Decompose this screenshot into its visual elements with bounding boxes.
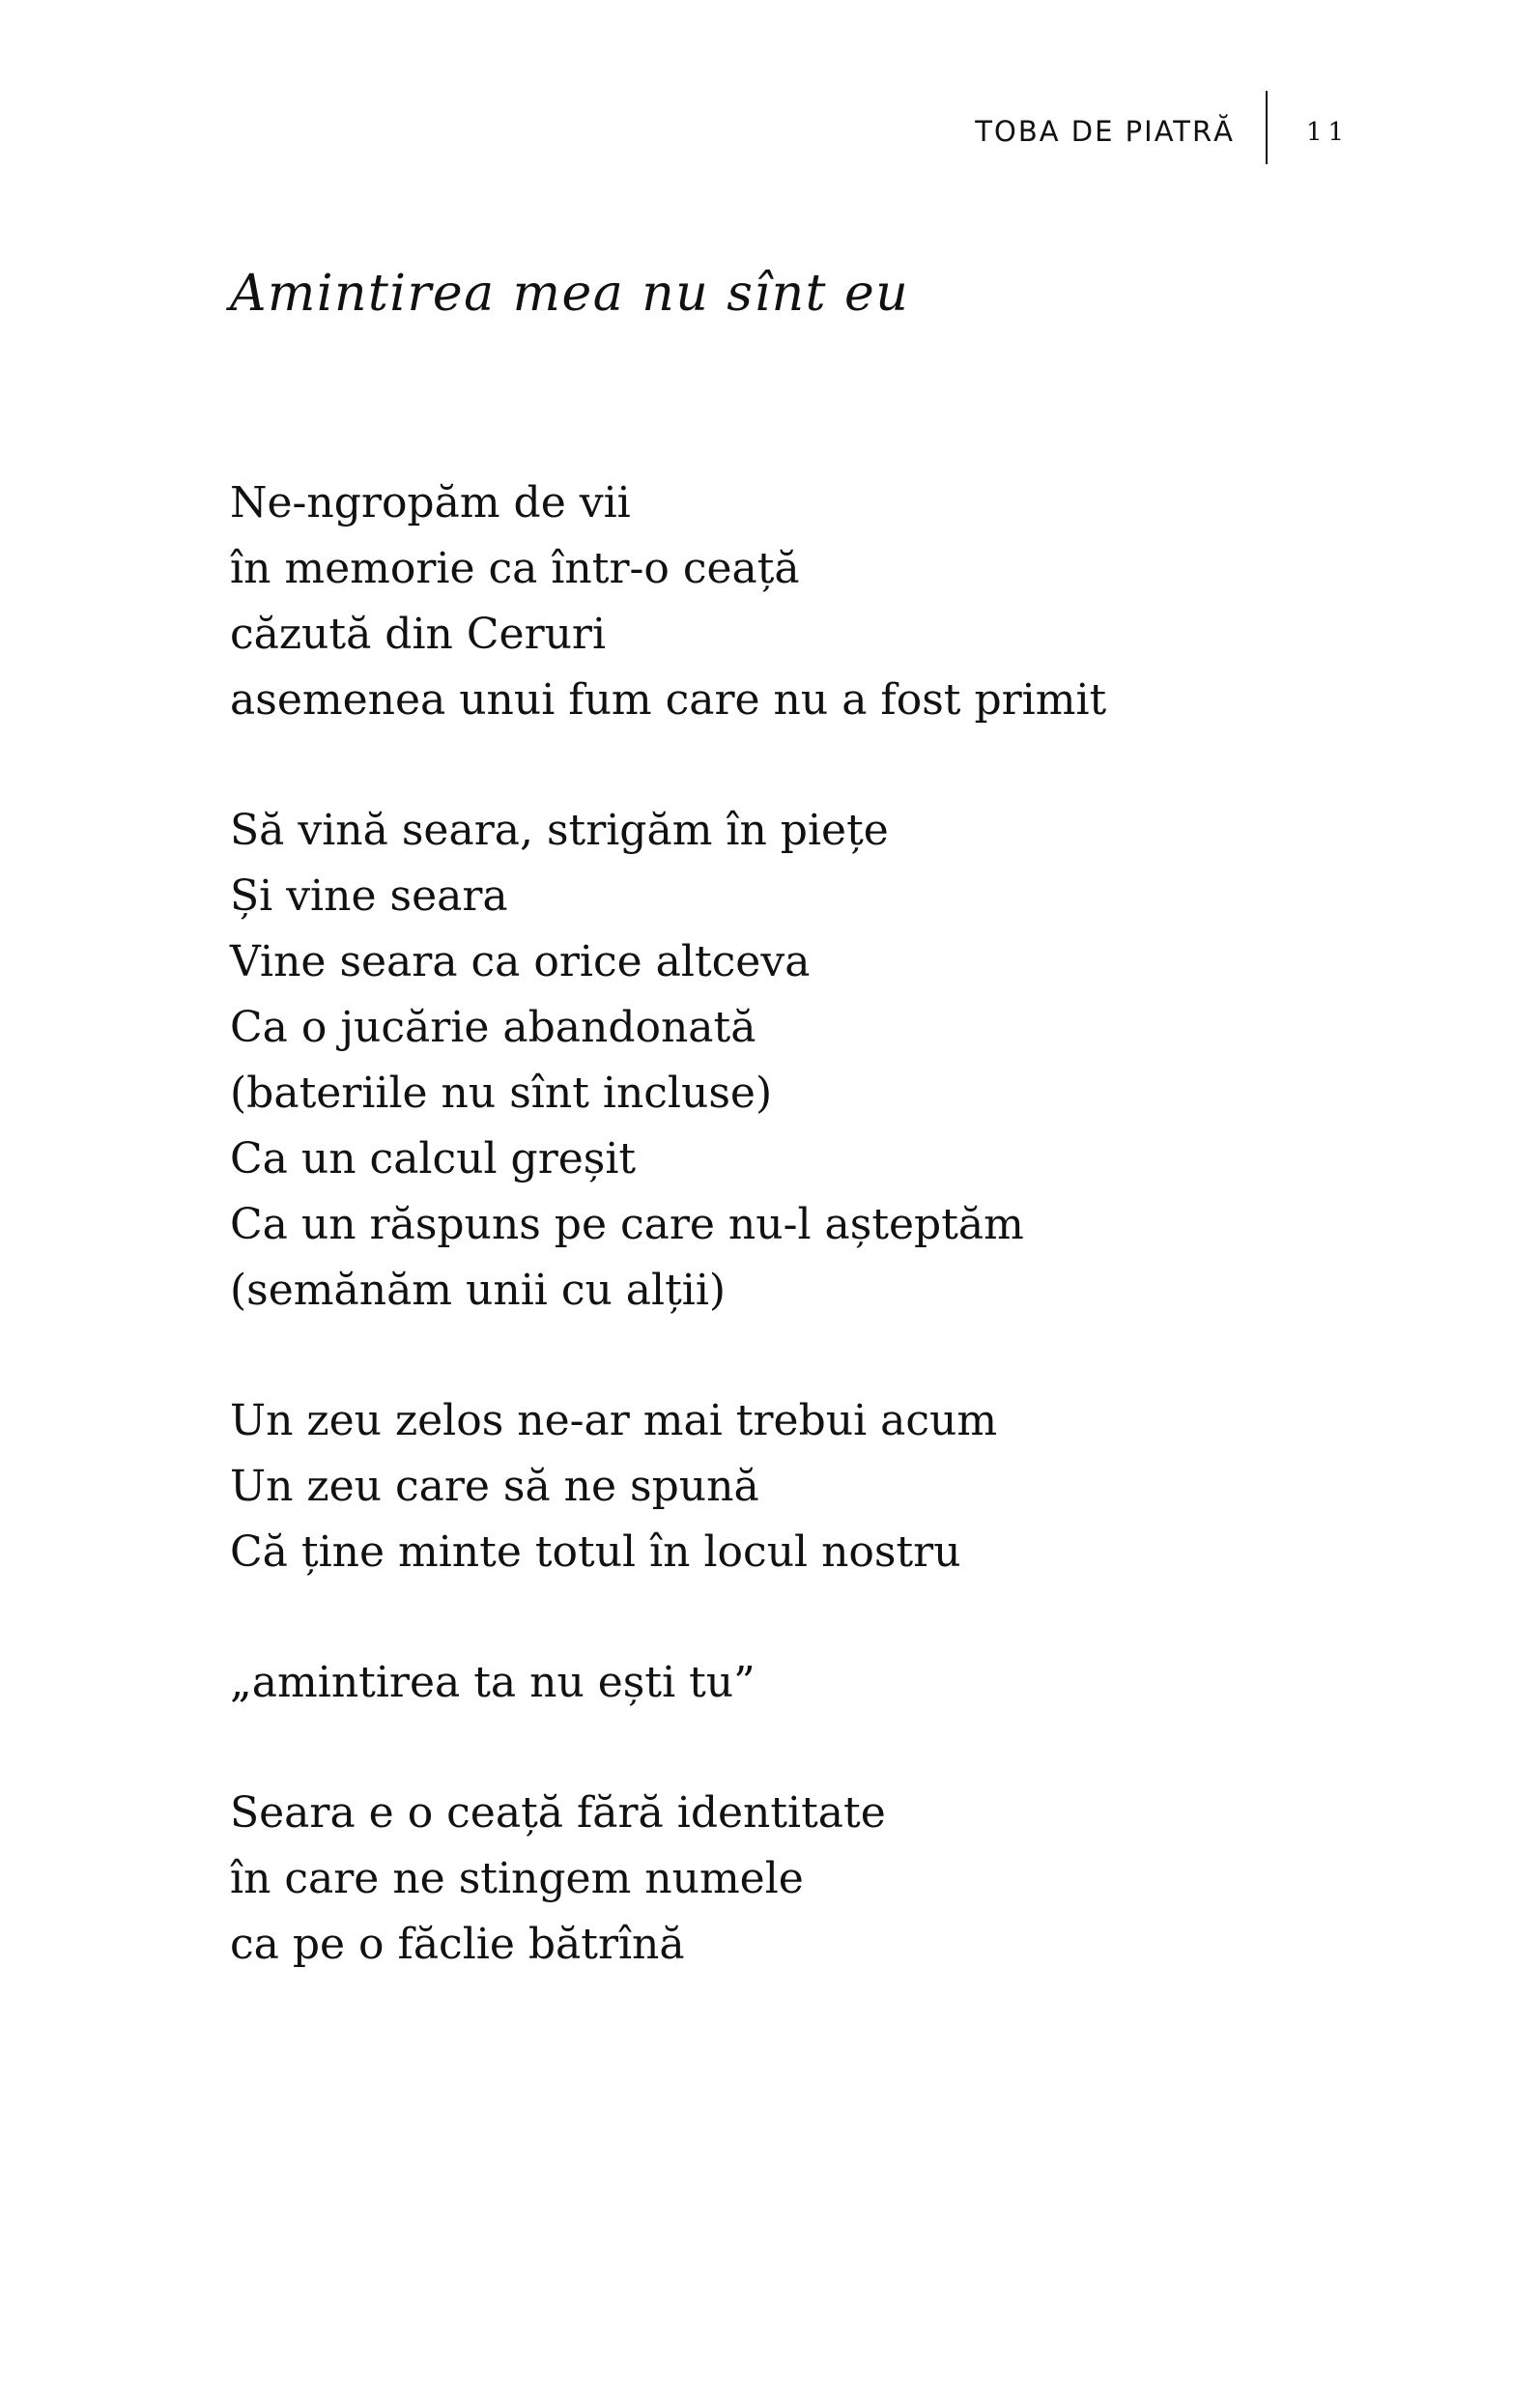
verse-line: ca pe o făclie bătrînă xyxy=(230,1920,685,1969)
stanza-3 xyxy=(230,1388,1389,1585)
verse-line: Un zeu care să ne spună xyxy=(230,1462,759,1511)
verse-line: asemenea unui fum care nu a fost primit xyxy=(230,675,1107,725)
stanza-4 xyxy=(230,1650,1389,1716)
verse-line: Să vină seara, strigăm în piețe xyxy=(230,806,889,855)
stanza-1 xyxy=(230,471,1389,733)
verse-line: în care ne stingem numele xyxy=(230,1854,804,1903)
verse-line: Ne-ngropăm de vii xyxy=(230,478,631,528)
page-number: 11 xyxy=(1306,118,1351,147)
verse-line: Ca o jucărie abandonată xyxy=(230,1003,756,1052)
poem-title: Amintirea mea nu sînt eu xyxy=(230,265,910,323)
verse-line: Ca un calcul greșit xyxy=(230,1134,637,1184)
stanza-5 xyxy=(230,1781,1389,1978)
running-title: TOBA DE PIATRĂ xyxy=(975,115,1235,148)
verse-line: căzută din Ceruri xyxy=(230,610,607,659)
stanza-2 xyxy=(230,798,1389,1324)
verse-line: Un zeu zelos ne-ar mai trebui acum xyxy=(230,1396,998,1445)
verse-line: Și vine seara xyxy=(230,871,508,921)
verse-line: Că ține minte totul în locul nostru xyxy=(230,1527,961,1577)
verse-line: (semănăm unii cu alții) xyxy=(230,1266,727,1315)
verse-line: Vine seara ca orice altceva xyxy=(230,937,811,986)
verse-line: Ca un răspuns pe care nu-l așteptăm xyxy=(230,1200,1024,1249)
verse-line: „amintirea ta nu ești tu” xyxy=(230,1658,756,1707)
poem-body xyxy=(230,471,1389,2042)
verse-line: în memorie ca într-o ceață xyxy=(230,544,800,593)
running-head xyxy=(0,85,1540,172)
verse-line: Seara e o ceață fără identitate xyxy=(230,1788,886,1838)
header-divider xyxy=(1266,91,1268,164)
verse-line: (bateriile nu sînt incluse) xyxy=(230,1069,773,1118)
